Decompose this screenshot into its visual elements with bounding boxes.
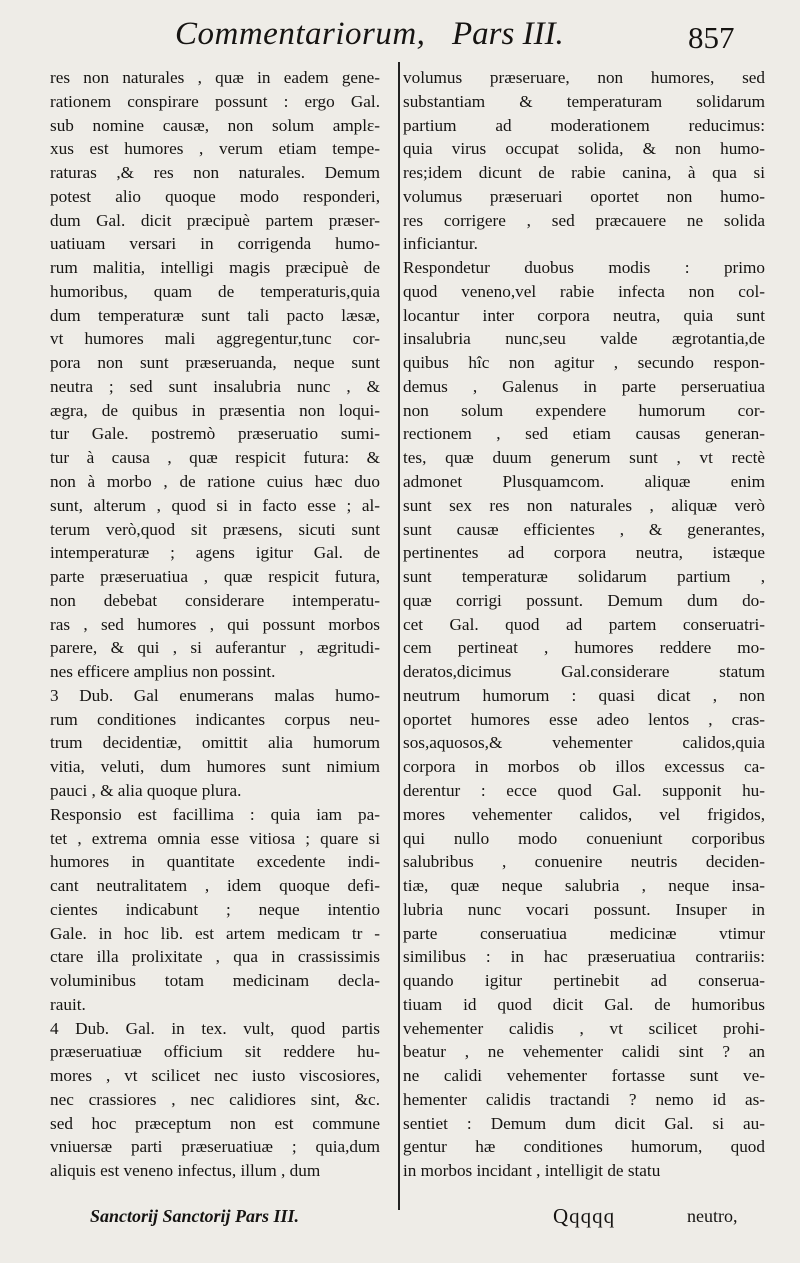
text-line: præseruatiuæ officium sit reddere hu- bbox=[50, 1042, 380, 1062]
footer-running-title: Sanctorij Sanctorij Pars III. bbox=[90, 1206, 300, 1226]
text-line: sunt causæ efficientes , & generantes, bbox=[403, 519, 765, 539]
text-line: demus , Galenus in parte perseruatiua bbox=[403, 376, 765, 396]
text-line: rum malitia, intelligi magis præcipuè de bbox=[50, 258, 380, 278]
text-line: quia virus occupat solida, & non humo- bbox=[403, 139, 765, 159]
text-line: tes, quæ duum generum sunt , vt rectè bbox=[403, 448, 765, 468]
text-line: rectionem , sed etiam causas generan- bbox=[403, 424, 765, 444]
signature-mark: Qqqqq bbox=[553, 1204, 616, 1228]
text-line: humores in quantitate excedente indi- bbox=[50, 852, 380, 872]
text-line: sentiet : Demum dum dicit Gal. si au- bbox=[403, 1113, 765, 1133]
text-line: sub nomine causæ, non solum amplε- bbox=[50, 115, 380, 135]
page-header bbox=[0, 10, 800, 58]
text-line: non debebat considerare intemperatu- bbox=[50, 590, 380, 610]
text-line: cem pertineat , humores reddere mo- bbox=[403, 638, 765, 658]
text-line: non solum expendere humorum cor- bbox=[403, 400, 765, 420]
text-line: tur à causa , quæ respicit futura: & bbox=[50, 448, 380, 468]
text-line: neutra ; sed sunt insalubria nunc , & bbox=[50, 376, 380, 396]
page-number: 857 bbox=[688, 20, 735, 55]
catchword: neutro, bbox=[687, 1206, 738, 1226]
text-line: insalubria nunc,seu valde ægrotantia,de bbox=[403, 329, 765, 349]
text-line: ne calidi vehementer fortasse sunt ve- bbox=[403, 1066, 765, 1086]
text-line: Responsio est facillima : quia iam pa- bbox=[50, 804, 380, 824]
text-line: oportet humores esse adeo lentos , cras- bbox=[403, 709, 765, 729]
text-line: res;idem dicunt de rabie canina, à qua si bbox=[403, 163, 765, 183]
text-line: trum decidentiæ, omittit alia humorum bbox=[50, 733, 380, 753]
text-line: raturas ,& res non naturales. Demum bbox=[50, 163, 380, 183]
text-line: qui nullo modo conueniunt corporibus bbox=[403, 828, 765, 848]
text-line: partium ad moderationem reducimus: bbox=[403, 115, 765, 135]
text-line: humoribus, quam de temperaturis,quia bbox=[50, 281, 380, 301]
text-line: pertinentes ad corpora neutra, istæque bbox=[403, 543, 765, 563]
right-text-column bbox=[403, 66, 765, 1183]
text-line: dum Gal. dicit præcipuè partem præser- bbox=[50, 210, 380, 230]
running-head-title: Commentariorum, bbox=[175, 16, 426, 52]
text-line: sunt sex res non naturales , aliquæ verò bbox=[403, 495, 765, 515]
text-line: salubribus , conuenire neutris deciden- bbox=[403, 852, 765, 872]
text-line: gentur hæ conditiones humorum, quod bbox=[403, 1137, 765, 1157]
text-line: Respondetur duobus modis : primo bbox=[403, 258, 765, 278]
text-line: pauci , & alia quoque plura. bbox=[50, 780, 242, 800]
text-line: nes efficere amplius non possint. bbox=[50, 662, 276, 682]
text-line: dum temperaturæ sunt tali pacto læsæ, bbox=[50, 305, 380, 325]
text-line: quando igitur pertinebit ad conserua- bbox=[403, 971, 765, 991]
text-line: vt humores mali aggregentur,tunc cor- bbox=[50, 329, 380, 349]
text-line: sunt temperaturæ solidarum partium , bbox=[403, 567, 765, 587]
text-line: derentur : ecce quod Gal. supponit hu- bbox=[403, 780, 765, 800]
text-line: non à morbo , de ratione cuius hæc duo bbox=[50, 472, 380, 492]
left-text-column bbox=[50, 66, 380, 1183]
text-line: hementer calidis tractandi ? nemo id as- bbox=[403, 1089, 765, 1109]
text-line: ægra, de quibus in præsentia non loqui- bbox=[50, 400, 380, 420]
text-line: aliquis est veneno infectus, illum , dum bbox=[50, 1161, 321, 1181]
text-line: 4 Dub. Gal. in tex. vult, quod partis bbox=[50, 1018, 380, 1038]
text-line: tur Gale. postremò præseruatio sumi- bbox=[50, 424, 380, 444]
text-line: volumus præseruare, non humores, sed bbox=[403, 68, 765, 87]
text-line: sos,aquosos,& vehementer calidos,quia bbox=[403, 733, 765, 753]
text-line: intemperaturæ ; agens igitur Gal. de bbox=[50, 543, 380, 563]
running-head-part: Pars III. bbox=[452, 16, 564, 52]
text-line: substantiam & temperaturam solidarum bbox=[403, 91, 765, 111]
text-line: rum conditiones indicantes corpus neu- bbox=[50, 709, 380, 729]
text-line: quod veneno,vel rabie infecta non col- bbox=[403, 281, 765, 301]
text-line: parere, & qui , si auferantur , ægritudi- bbox=[50, 638, 380, 658]
text-line: res corrigere , sed præcauere ne solida bbox=[403, 210, 765, 230]
text-line: ras , sed humores , qui possunt morbos bbox=[50, 614, 380, 634]
text-line: tet , extrema omnia esse vitiosa ; quare si bbox=[50, 828, 380, 848]
text-line: cet Gal. quod ad partem conseruatri- bbox=[403, 614, 765, 634]
text-line: parte conseruatiua medicinæ vtimur bbox=[403, 923, 765, 943]
text-line: 3 Dub. Gal enumerans malas humo- bbox=[50, 685, 380, 705]
text-line: rauit. bbox=[50, 994, 86, 1014]
text-line: cant neutralitatem , idem quoque defi- bbox=[50, 876, 380, 896]
text-line: quæ corrigi possunt. Demum dum do- bbox=[403, 590, 765, 610]
text-line: vehementer calidis , vt scilicet prohi- bbox=[403, 1018, 765, 1038]
text-line: sed hoc præceptum non est commune bbox=[50, 1113, 380, 1133]
text-line: locantur inter corpora neutra, quia sunt bbox=[403, 305, 765, 325]
text-line: sunt, alterum , quod si in facto esse ; al- bbox=[50, 495, 380, 515]
text-line: vitia, veluti, dum humores sunt nimium bbox=[50, 757, 380, 777]
text-line: similibus : in hac præseruatiua contrariis: bbox=[403, 947, 765, 967]
text-line: in morbos incidant , intelligit de statu bbox=[403, 1161, 661, 1181]
text-line: ctare illa prolixitate , qua in crassissimis bbox=[50, 947, 380, 967]
text-line: mores vehementer calidos, vel frigidos, bbox=[403, 804, 765, 824]
text-line: lubria nunc vocari possunt. Insuper in bbox=[403, 899, 765, 919]
text-line: xus est humores , verum etiam tempe- bbox=[50, 139, 380, 159]
text-line: beatur , ne vehementer calidi sint ? an bbox=[403, 1042, 765, 1062]
text-line: terum verò,quod sit præsens, sicuti sunt bbox=[50, 519, 380, 539]
text-line: uatiuam versari in corrigenda humo- bbox=[50, 234, 380, 254]
text-line: quibus hîc non agitur , secundo respon- bbox=[403, 353, 765, 373]
text-line: corpora in morbos ob illos excessus ca- bbox=[403, 757, 765, 777]
text-line: inficiantur. bbox=[403, 234, 478, 254]
text-line: parte præseruatiua , quæ respicit futura, bbox=[50, 567, 380, 587]
text-line: rationem conspirare possunt : ergo Gal. bbox=[50, 91, 380, 111]
text-line: vniuersæ parti præseruatiuæ ; quia,dum bbox=[50, 1137, 380, 1157]
text-line: nec crassiores , nec calidiores sint, &c. bbox=[50, 1089, 380, 1109]
text-line: deratos,dicimus Gal.considerare statum bbox=[403, 662, 765, 682]
text-line: voluminibus totam medicinam decla- bbox=[50, 971, 380, 991]
text-line: volumus præseruari oportet non humo- bbox=[403, 186, 765, 206]
text-line: mores , vt scilicet nec iusto viscosiores, bbox=[50, 1066, 380, 1086]
page-footer bbox=[0, 1206, 800, 1236]
text-line: potest alio quoque modo responderi, bbox=[50, 186, 380, 206]
text-line: cientes indicabunt ; neque intentio bbox=[50, 899, 380, 919]
column-divider bbox=[398, 62, 400, 1210]
text-line: Gale. in hoc lib. est artem medicam tr - bbox=[50, 923, 380, 943]
text-line: tiuam id quod dicit Gal. de humoribus bbox=[403, 994, 765, 1014]
text-line: neutrum humorum : quasi dicat , non bbox=[403, 685, 765, 705]
text-line: tiæ, quæ neque salubria , neque insa- bbox=[403, 876, 765, 896]
text-line: res non naturales , quæ in eadem gene- bbox=[50, 68, 380, 87]
text-line: admonet Plusquamcom. aliquæ enim bbox=[403, 472, 765, 492]
text-line: pora non sunt præseruanda, neque sunt bbox=[50, 353, 380, 373]
